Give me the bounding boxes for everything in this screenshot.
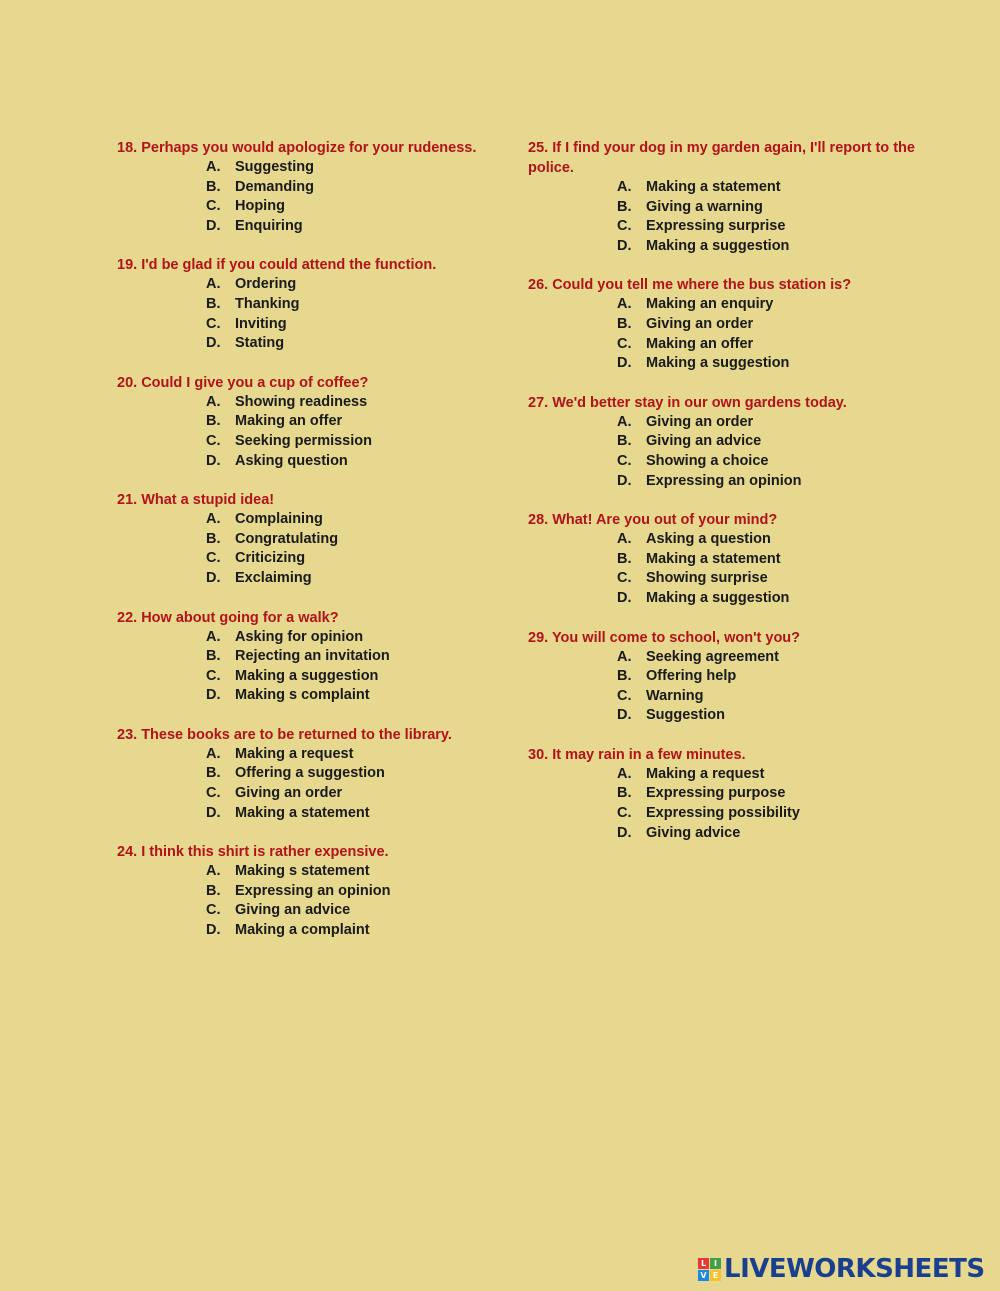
option-text: Suggesting: [235, 159, 314, 175]
answer-option[interactable]: [617, 804, 928, 824]
option-letter: A.: [206, 628, 221, 645]
question-number: 23.: [117, 726, 138, 743]
option-text: Warning: [646, 687, 704, 704]
option-text: Congratulating: [235, 530, 339, 547]
answer-option[interactable]: [617, 706, 928, 726]
option-text: Ordering: [235, 276, 297, 293]
option-letter: D.: [206, 922, 221, 939]
question-prompt: If I find your dog in my garden again, I'll report to the police.: [528, 140, 915, 176]
answer-option[interactable]: [617, 530, 928, 550]
option-letter: B.: [206, 765, 221, 782]
option-letter: D.: [617, 237, 632, 254]
question-prompt: What! Are you out of your mind?: [552, 512, 778, 529]
logo-letter-l: L: [698, 1258, 709, 1269]
option-text: Suggestion: [646, 707, 725, 724]
option-letter: C.: [617, 687, 632, 704]
option-text: Hoping: [235, 198, 285, 215]
option-letter: D.: [206, 804, 221, 821]
question-number: 26.: [528, 277, 549, 294]
logo-letter-e: E: [710, 1270, 721, 1281]
question-text: [528, 510, 928, 530]
answer-options: [528, 413, 928, 491]
answer-options: [528, 530, 928, 608]
option-letter: C.: [206, 315, 221, 332]
option-letter: B.: [206, 178, 221, 195]
option-text: Inviting: [235, 315, 287, 332]
question-number: 27.: [528, 394, 549, 411]
option-text: Thanking: [235, 295, 300, 312]
question-prompt: Perhaps you would apologize for your rudeness.: [141, 140, 477, 156]
question-text: [117, 608, 507, 628]
answer-option[interactable]: [206, 764, 507, 784]
answer-option[interactable]: [206, 921, 507, 941]
option-letter: B.: [617, 315, 632, 332]
option-text: Demanding: [235, 178, 314, 195]
option-text: Giving advice: [646, 824, 741, 841]
answer-option[interactable]: [617, 569, 928, 589]
answer-option[interactable]: [617, 765, 928, 785]
answer-option[interactable]: [617, 315, 928, 335]
option-letter: B.: [617, 433, 632, 450]
answer-option[interactable]: [617, 452, 928, 472]
option-letter: C.: [206, 198, 221, 215]
option-text: Showing surprise: [646, 570, 768, 587]
answer-option[interactable]: [617, 217, 928, 237]
answer-option[interactable]: [617, 413, 928, 433]
option-letter: A.: [617, 413, 632, 430]
option-text: Offering help: [646, 668, 737, 685]
answer-option[interactable]: [617, 432, 928, 452]
option-text: Exclaiming: [235, 569, 312, 586]
option-text: Complaining: [235, 511, 323, 528]
option-text: Giving an order: [646, 315, 754, 332]
option-text: Making an offer: [646, 335, 754, 352]
option-letter: B.: [617, 668, 632, 685]
option-letter: D.: [206, 452, 221, 469]
option-letter: A.: [206, 745, 221, 762]
answer-option[interactable]: [617, 687, 928, 707]
answer-option[interactable]: [206, 628, 507, 648]
liveworksheets-logo-icon: [698, 1258, 721, 1281]
question-text: [117, 373, 507, 393]
logo-letter-i: I: [710, 1258, 721, 1269]
answer-option[interactable]: [617, 667, 928, 687]
option-letter: D.: [206, 217, 221, 234]
option-letter: C.: [617, 335, 632, 352]
question-text: [117, 255, 507, 275]
liveworksheets-branding: [698, 1254, 985, 1284]
option-text: Rejecting an invitation: [235, 648, 390, 665]
question-number: 29.: [528, 629, 549, 646]
answer-options: [117, 628, 507, 706]
question-text: [528, 628, 928, 648]
option-text: Enquiring: [235, 217, 303, 234]
option-text: Making a statement: [646, 179, 781, 195]
option-text: Asking for opinion: [235, 628, 364, 645]
answer-option[interactable]: [206, 862, 507, 882]
option-text: Making a statement: [235, 804, 370, 821]
answer-option[interactable]: [206, 197, 507, 217]
answer-option[interactable]: [617, 824, 928, 844]
question-text: [117, 138, 507, 158]
option-text: Making s statement: [235, 863, 370, 880]
option-text: Asking question: [235, 452, 348, 469]
answer-option[interactable]: [206, 647, 507, 667]
question-prompt: These books are to be returned to the library.: [141, 726, 452, 743]
option-letter: A.: [206, 159, 221, 175]
option-letter: A.: [617, 296, 632, 313]
answer-options: [117, 275, 507, 353]
answer-option[interactable]: [206, 452, 507, 472]
question-number: 28.: [528, 512, 549, 529]
question-item: [117, 373, 507, 471]
option-text: Giving an advice: [646, 433, 762, 450]
option-letter: B.: [206, 648, 221, 665]
answer-option[interactable]: [206, 295, 507, 315]
answer-option[interactable]: [617, 198, 928, 218]
answer-option[interactable]: [617, 237, 928, 257]
option-letter: D.: [617, 824, 632, 841]
option-text: Making a complaint: [235, 922, 370, 939]
option-letter: B.: [206, 413, 221, 430]
question-number: 21.: [117, 492, 138, 509]
answer-options: [528, 295, 928, 373]
question-text: [117, 490, 507, 510]
option-text: Expressing purpose: [646, 785, 786, 802]
question-prompt: Could you tell me where the bus station is?: [552, 277, 852, 294]
option-text: Stating: [235, 335, 285, 352]
option-letter: D.: [617, 707, 632, 724]
option-letter: A.: [206, 276, 221, 293]
question-number: 24.: [117, 844, 138, 861]
option-letter: A.: [617, 531, 632, 548]
option-letter: D.: [617, 355, 632, 372]
option-letter: C.: [206, 432, 221, 449]
answer-options: [117, 862, 507, 940]
answer-option[interactable]: [206, 432, 507, 452]
logo-letter-v: V: [698, 1270, 709, 1281]
question-text: [528, 393, 928, 413]
question-text: [117, 725, 507, 745]
answer-option[interactable]: [206, 667, 507, 687]
question-number: 25.: [528, 140, 549, 156]
answer-option[interactable]: [206, 569, 507, 589]
answer-option[interactable]: [206, 217, 507, 237]
answer-option[interactable]: [617, 589, 928, 609]
question-text: [117, 842, 507, 862]
option-letter: C.: [206, 550, 221, 567]
option-letter: B.: [206, 530, 221, 547]
option-text: Making a suggestion: [646, 589, 790, 606]
answer-option[interactable]: [206, 549, 507, 569]
answer-option[interactable]: [206, 882, 507, 902]
answer-option[interactable]: [617, 784, 928, 804]
answer-option[interactable]: [206, 745, 507, 765]
option-letter: B.: [617, 550, 632, 567]
option-letter: D.: [206, 569, 221, 586]
option-text: Making an offer: [235, 413, 343, 430]
option-text: Showing readiness: [235, 393, 368, 410]
question-text: [528, 745, 928, 765]
option-letter: C.: [206, 667, 221, 684]
option-letter: C.: [617, 218, 632, 235]
option-letter: C.: [617, 570, 632, 587]
answer-option[interactable]: [206, 686, 507, 706]
answer-option[interactable]: [206, 275, 507, 295]
answer-option[interactable]: [206, 510, 507, 530]
answer-options: [117, 510, 507, 588]
answer-option[interactable]: [617, 354, 928, 374]
question-prompt: I'd be glad if you could attend the function.: [141, 257, 437, 274]
option-letter: A.: [617, 765, 632, 782]
answer-option[interactable]: [617, 295, 928, 315]
question-number: 22.: [117, 609, 138, 626]
question-prompt: Could I give you a cup of coffee?: [141, 374, 369, 391]
option-letter: A.: [206, 393, 221, 410]
option-text: Making a suggestion: [646, 237, 790, 254]
question-item: [528, 393, 928, 491]
question-text: [528, 275, 928, 295]
answer-option[interactable]: [206, 412, 507, 432]
option-text: Making a suggestion: [235, 667, 379, 684]
question-number: 18.: [117, 140, 138, 156]
option-text: Offering a suggestion: [235, 765, 385, 782]
option-text: Making an enquiry: [646, 296, 774, 313]
answer-option[interactable]: [617, 648, 928, 668]
answer-options: [528, 765, 928, 843]
option-text: Asking a question: [646, 531, 771, 548]
option-text: Seeking permission: [235, 432, 372, 449]
option-text: Seeking agreement: [646, 648, 779, 665]
option-text: Making a request: [646, 765, 765, 782]
question-item: [528, 628, 928, 726]
option-letter: C.: [206, 785, 221, 802]
question-number: 30.: [528, 746, 549, 763]
question-prompt: It may rain in a few minutes.: [552, 746, 746, 763]
option-text: Giving an order: [235, 785, 343, 802]
option-text: Expressing possibility: [646, 805, 800, 822]
question-item: [117, 138, 507, 236]
question-prompt: What a stupid idea!: [141, 492, 275, 509]
option-text: Expressing surprise: [646, 218, 786, 235]
answer-options: [117, 158, 507, 236]
option-letter: B.: [206, 882, 221, 899]
question-item: [528, 275, 928, 373]
option-letter: C.: [206, 902, 221, 919]
left-question-column: [117, 138, 507, 960]
option-text: Giving a warning: [646, 198, 763, 215]
option-text: Making a suggestion: [646, 355, 790, 372]
option-letter: D.: [617, 472, 632, 489]
answer-option[interactable]: [206, 334, 507, 354]
answer-option[interactable]: [206, 804, 507, 824]
option-letter: A.: [206, 511, 221, 528]
answer-options: [117, 745, 507, 823]
option-letter: B.: [617, 785, 632, 802]
question-prompt: You will come to school, won't you?: [551, 629, 801, 646]
right-question-column: [528, 138, 928, 862]
question-prompt: We'd better stay in our own gardens today.: [552, 394, 847, 411]
option-letter: D.: [206, 335, 221, 352]
option-letter: B.: [617, 198, 632, 215]
option-letter: A.: [617, 648, 632, 665]
answer-option[interactable]: [206, 315, 507, 335]
question-item: [117, 255, 507, 353]
option-letter: A.: [617, 179, 632, 195]
option-text: Giving an order: [646, 413, 754, 430]
question-number: 20.: [117, 374, 138, 391]
answer-option[interactable]: [617, 472, 928, 492]
question-item: [117, 490, 507, 588]
answer-option[interactable]: [617, 178, 928, 198]
answer-option[interactable]: [206, 901, 507, 921]
option-letter: D.: [206, 687, 221, 704]
option-text: Making s complaint: [235, 687, 370, 704]
question-item: [117, 725, 507, 823]
option-text: Criticizing: [235, 550, 306, 567]
option-letter: A.: [206, 863, 221, 880]
question-item: [528, 138, 928, 256]
answer-option[interactable]: [206, 393, 507, 413]
option-text: Making a request: [235, 745, 354, 762]
question-item: [117, 842, 507, 940]
question-text: [528, 138, 928, 178]
question-prompt: How about going for a walk?: [141, 609, 339, 626]
option-letter: B.: [206, 295, 221, 312]
answer-options: [117, 393, 507, 471]
option-letter: C.: [617, 805, 632, 822]
answer-option[interactable]: [206, 530, 507, 550]
answer-option[interactable]: [617, 550, 928, 570]
answer-option[interactable]: [617, 335, 928, 355]
question-number: 19.: [117, 257, 138, 274]
question-item: [528, 745, 928, 843]
option-letter: D.: [617, 589, 632, 606]
answer-option[interactable]: [206, 178, 507, 198]
answer-option[interactable]: [206, 784, 507, 804]
answer-options: [528, 648, 928, 726]
option-text: Expressing an opinion: [235, 882, 391, 899]
answer-options: [528, 178, 928, 256]
question-prompt: I think this shirt is rather expensive.: [141, 844, 389, 861]
option-text: Showing a choice: [646, 452, 769, 469]
brand-name: LIVEWORKSHEETS: [724, 1254, 985, 1284]
question-item: [117, 608, 507, 706]
option-letter: C.: [617, 452, 632, 469]
option-text: Giving an advice: [235, 902, 351, 919]
option-text: Making a statement: [646, 550, 781, 567]
option-text: Expressing an opinion: [646, 472, 802, 489]
question-item: [528, 510, 928, 608]
answer-option[interactable]: [206, 158, 507, 178]
